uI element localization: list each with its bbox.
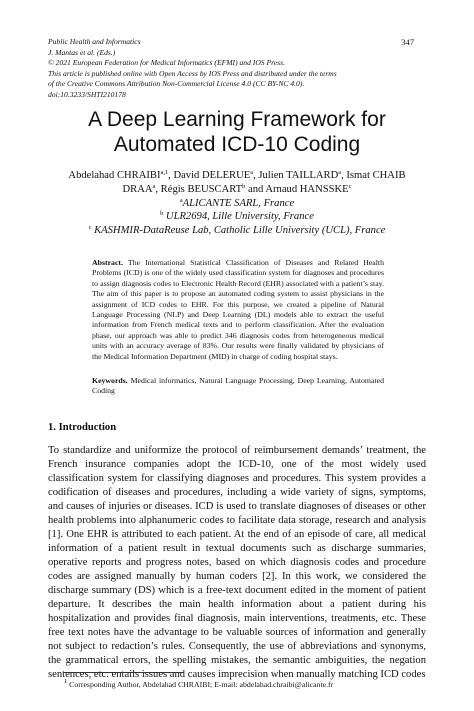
affiliation-text: ULR2694, Lille University, France xyxy=(163,211,314,223)
keywords-label: Keywords. xyxy=(92,376,128,385)
abstract-text: The International Statistical Classification of Diseases and Related Health Problems (ICD) is one of the widely used classification system for diagnoses and procedures to assign diagnosis codes to Electronic Health Record (EHR) associated with a patient’s stay. The aim of this paper is to propose an automated coding system to assist physicians in the assignment of ICD codes to EHR. For this purpose, we created a pipeline of Natural Language Processing (NLP) and Deep Learning (DL) models able to extract the useful information from French medical texts and to perform classification. After the evaluation phase, our approach was able to predict 346 diagnosis codes from heterogeneous medical units with an accuracy average of 83%. Our results were finally validated by physicians of the Medical Information Department (MID) in charge of coding hospital stays. xyxy=(92,258,384,361)
abstract-label: Abstract. xyxy=(92,258,123,267)
publication-header xyxy=(48,37,428,101)
author-name: , David DELERUE xyxy=(168,170,251,181)
page-number: 347 xyxy=(401,37,414,47)
author-name: Abdelahad CHRAIBI xyxy=(68,170,161,181)
author-sup: a,1 xyxy=(160,169,169,176)
title-line-1: A Deep Learning Framework for xyxy=(88,108,386,131)
header-journal: Public Health and Informatics xyxy=(48,37,141,46)
affiliation-sup: c xyxy=(88,224,92,232)
header-license-2: of the Creative Commons Attribution Non-Commercial License 4.0 (CC BY-NC 4.0). xyxy=(48,79,305,89)
affiliation-sup: a xyxy=(179,196,183,204)
author-block xyxy=(40,169,434,238)
footnote-sup: 1 xyxy=(64,678,68,685)
header-copyright: © 2021 European Federation for Medical Informatics (EFMI) and IOS Press. xyxy=(48,58,285,68)
authors-line-2 xyxy=(40,183,434,197)
abstract xyxy=(92,258,384,362)
author-name: and Arnaud HANSSKE xyxy=(245,183,349,195)
affiliation-text: KASHMIR-DataReuse Lab, Catholic Lille University (UCL), France xyxy=(91,225,386,237)
author-sup: c xyxy=(348,182,352,190)
keywords-text: Medical informatics, Natural Language Processing, Deep Learning, Automated Coding xyxy=(92,376,384,396)
paper-title xyxy=(40,107,434,157)
authors-line-1 xyxy=(40,169,434,183)
footnote-text: Corresponding Author, Abdelahad CHRAIBI; E-mail: abdelahad.chraibi@alicante.fr xyxy=(67,680,334,689)
author-name: , Julien TAILLARD xyxy=(253,170,339,181)
affiliation-c xyxy=(40,224,434,238)
affiliation-sup: b xyxy=(160,210,164,218)
affiliation-text: ALICANTE SARL, France xyxy=(182,197,295,209)
author-sup: a xyxy=(250,169,254,176)
author-sup: a xyxy=(152,182,156,190)
header-doi[interactable]: doi:10.3233/SHTI210178 xyxy=(48,89,126,99)
author-name: , Ismat CHAIB xyxy=(341,170,406,181)
footnote xyxy=(64,680,333,689)
footnote-rule xyxy=(64,672,184,673)
section-heading-introduction: 1. Introduction xyxy=(48,422,117,433)
author-name: , Régis BEUSCART xyxy=(155,183,243,195)
author-sup: a xyxy=(338,169,342,176)
introduction-paragraph: To standardize and uniformize the protocol of reimbursement demands’ treatment, the French insurance companies adopt the ICD-10, one of the most widely used classification system for classifying diagnoses and procedures. This system provides a codification of diseases and procedures, including a wide variety of signs, symptoms, and causes of injuries or diseases. ICD is used to translate diagnoses of diseases or other health problems into alphanumeric codes to facilitate data storage, research and analysis [1]. One EHR is attributed to each patient. At the end of an episode of care, all medical information of a patient result in textual documents such as discharge summaries, operative reports and progress notes, based on which diagnosis codes and procedure codes are assigned manually by human coders [2]. In this work, we considered the discharge summary (DS) which is a free-text document edited in the moment of patient departure. It describes the main health information about a patient during his hospitalization and provides final diagnosis, main interventions, treatments, etc. These free text notes have the advantage to be valuable sources of information and generally not subject to redaction’s rules. Consequently, the use of abbreviations and synonyms, the grammatical errors, the spelling mistakes, the semantic ambiguities, the negation sentences, etc. entails issues and causes imprecision when manually matching ICD codes xyxy=(48,445,426,680)
affiliation-a xyxy=(40,197,434,211)
header-license-1: This article is published online with Open Access by IOS Press and distributed under the terms xyxy=(48,68,337,78)
affiliation-b xyxy=(40,210,434,224)
header-editors: J. Mantas et al. (Eds.) xyxy=(48,47,116,57)
keywords xyxy=(92,376,384,397)
author-sup: b xyxy=(242,182,246,190)
author-name: DRAA xyxy=(122,183,153,195)
title-line-2: Automated ICD-10 Coding xyxy=(113,133,361,156)
